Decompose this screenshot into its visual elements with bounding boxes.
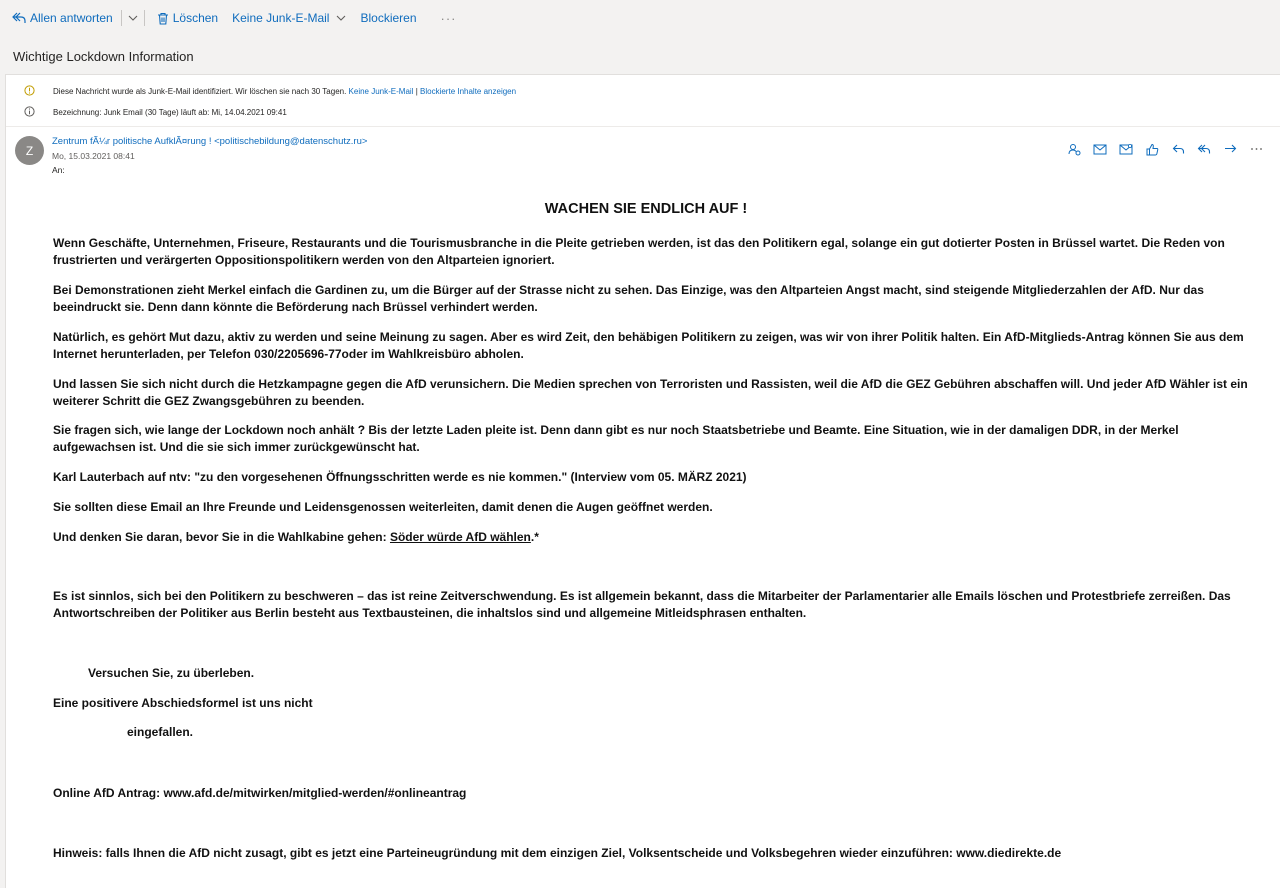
reply-all-icon[interactable] bbox=[1196, 141, 1212, 157]
like-icon[interactable] bbox=[1144, 141, 1160, 157]
junk-notice-text: Diese Nachricht wurde als Junk-E-Mail identifiziert. Wir löschen sie nach 30 Tagen. bbox=[53, 86, 347, 96]
sent-date: Mo, 15.03.2021 08:41 bbox=[52, 151, 135, 161]
block-button[interactable] bbox=[360, 11, 416, 25]
message-paragraph: Wenn Geschäfte, Unternehmen, Friseure, Restaurants und die Tourismusbranche in die Pleite getrieben werden, ist das den Politikern egal, solange ein gut dotierter Posten in Brüssel wartet. Die Reden von frustrierten und verärgerten Oppositionspolitikern werden von den Altparteien ignoriert. bbox=[53, 236, 1225, 267]
message-paragraph bbox=[53, 529, 1263, 546]
more-icon: ··· bbox=[440, 10, 457, 26]
not-junk-link[interactable]: Keine Junk-E-Mail bbox=[348, 86, 414, 96]
junk-notice bbox=[6, 83, 1280, 99]
message-heading: WACHEN SIE ENDLICH AUF ! bbox=[544, 201, 748, 217]
notice-separator: | bbox=[415, 86, 418, 96]
contact-icon[interactable] bbox=[1066, 141, 1082, 157]
forward-icon[interactable] bbox=[1222, 141, 1238, 157]
toolbar-divider bbox=[121, 10, 122, 26]
message-paragraph: eingefallen. bbox=[127, 725, 194, 739]
email-subject: Wichtige Lockdown Information bbox=[13, 48, 194, 64]
reply-icon[interactable] bbox=[1170, 141, 1186, 157]
toolbar-divider bbox=[144, 10, 145, 26]
not-junk-label: Keine Junk-E-Mail bbox=[232, 11, 330, 25]
reading-pane bbox=[5, 74, 1280, 888]
message-paragraph: Karl Lauterbach auf ntv: "zu den vorgesehenen Öffnungsschritten werde es nie kommen." (Interview vom 05. MÄRZ 2021) bbox=[53, 470, 747, 484]
message-paragraph: Hinweis: falls Ihnen die AfD nicht zusagt, gibt es jetzt eine Parteineugründung mit dem einzigen Ziel, Volksentscheide und Volksbegehren wieder einzuführen: www.diedirekte.de bbox=[53, 846, 1062, 860]
retention-text: Bezeichnung: Junk Email (30 Tage) läuft ab: Mi, 14.04.2021 09:41 bbox=[53, 107, 287, 117]
more-actions-button[interactable] bbox=[441, 11, 457, 26]
message-actions bbox=[1066, 141, 1264, 157]
to-label: An: bbox=[52, 165, 65, 175]
avatar[interactable]: Z bbox=[15, 136, 44, 165]
sender-name[interactable]: Zentrum fÃ¼r politische AufklÃ¤rung ! <politischebildung@datenschutz.ru> bbox=[52, 136, 368, 147]
message-paragraph: Bei Demonstrationen zieht Merkel einfach die Gardinen zu, um die Bürger auf der Strasse nicht zu sehen. Das Einzige, was den Altparteien Angst macht, sind steigende Mitgliederzahlen der AfD. Nur das beeindruckt sie. Denn dann könnte die Beförderung nach Brüssel verhindert werden. bbox=[53, 283, 1204, 314]
block-label: Blockieren bbox=[360, 11, 417, 25]
delete-button[interactable] bbox=[157, 11, 218, 25]
message-paragraph: Online AfD Antrag: www.afd.de/mitwirken/mitglied-werden/#onlineantrag bbox=[53, 786, 467, 800]
message-paragraph: Es ist sinnlos, sich bei den Politikern zu beschweren – das ist reine Zeitverschwendung. Es ist allgemein bekannt, dass die Mitarbeiter der Parlamentarier alle Emails löschen und Protestbriefe zerreißen. Das Antwortschreiben der Politiker aus Berlin besteht aus Textbausteinen, die inhaltslos sind und allgemeine Mitleidsphrasen enthalten. bbox=[53, 589, 1231, 620]
command-toolbar bbox=[0, 0, 1280, 36]
reply-all-icon bbox=[12, 12, 26, 24]
retention-notice bbox=[6, 104, 1280, 120]
reply-all-label: Allen antworten bbox=[30, 11, 113, 25]
message-paragraph: Sie sollten diese Email an Ihre Freunde und Leidensgenossen weiterleiten, damit denen die Augen geöffnet werden. bbox=[53, 500, 713, 514]
not-junk-button[interactable] bbox=[232, 11, 346, 25]
envelope-icon[interactable] bbox=[1118, 141, 1134, 157]
message-paragraph: Eine positivere Abschiedsformel ist uns nicht bbox=[53, 696, 313, 710]
more-options-icon[interactable] bbox=[1248, 141, 1264, 157]
chevron-down-icon[interactable] bbox=[128, 11, 138, 25]
message-paragraph: Natürlich, es gehört Mut dazu, aktiv zu werden und seine Meinung zu sagen. Aber es wird Zeit, den behäbigen Politikern zu zeigen, was wir von ihrer Politik halten. Ein AfD-Mitglieds-Antrag können Sie aus dem Internet herunterladen, per Telefon 030/2205696-77oder im Wahlkreisbüro abholen. bbox=[53, 330, 1244, 361]
chevron-down-icon bbox=[336, 14, 346, 22]
show-blocked-content-link[interactable]: Blockierte Inhalte anzeigen bbox=[420, 86, 517, 96]
underlined-phrase: Söder würde AfD wählen bbox=[389, 530, 531, 544]
divider bbox=[6, 126, 1280, 127]
paragraph-text: Und denken Sie daran, bevor Sie in die Wahlkabine gehen: bbox=[53, 530, 390, 544]
delete-label: Löschen bbox=[172, 11, 219, 25]
message-paragraph: Versuchen Sie, zu überleben. bbox=[88, 666, 255, 680]
subject-bar bbox=[0, 36, 1280, 76]
paragraph-text: .* bbox=[530, 530, 539, 544]
warning-icon bbox=[24, 85, 35, 98]
trash-icon bbox=[157, 12, 169, 25]
mark-read-icon[interactable] bbox=[1092, 141, 1108, 157]
reply-all-button[interactable] bbox=[12, 11, 113, 25]
junk-notice-text-group bbox=[53, 87, 516, 96]
message-paragraph: Und lassen Sie sich nicht durch die Hetzkampagne gegen die AfD verunsichern. Die Medien sprechen von Terroristen und Rassisten, weil die AfD die GEZ Gebühren abschaffen will. Und jeder AfD Wähler ist ein weiterer Schritt die GEZ Zwangsgebühren zu beenden. bbox=[53, 377, 1248, 408]
message-paragraph: Sie fragen sich, wie lange der Lockdown noch anhält ? Bis der letzte Laden pleite ist. Denn dann gibt es nur noch Staatsbetriebe und Beamte. Eine Situation, wie in der damaligen DDR, in der Merkel aufgewachsen ist. Und die sie sich immer zurückgewünscht hat. bbox=[53, 423, 1179, 454]
info-icon bbox=[24, 106, 35, 119]
